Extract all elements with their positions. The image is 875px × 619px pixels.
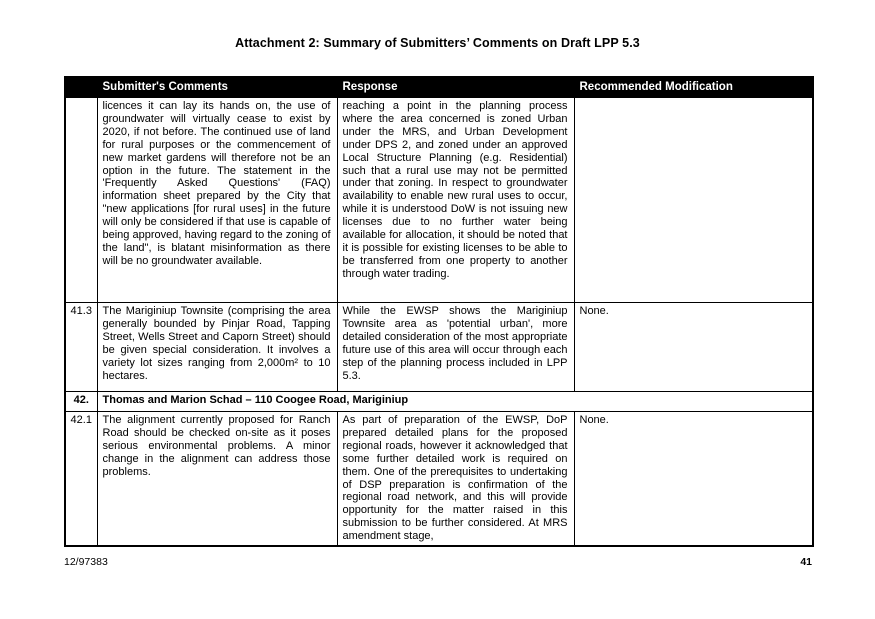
header-response: Response	[337, 77, 574, 98]
header-recommended-modification: Recommended Modification	[574, 77, 813, 98]
table-row	[65, 98, 813, 303]
document-reference: 12/97383	[64, 556, 108, 568]
submission-number-cell: 42.1	[65, 412, 97, 547]
submitter-comment-cell: The Mariginiup Townsite (comprising the area generally bounded by Pinjar Road, Tapping Street, Wells Street and Caporn Street) should be given special consideration. It involves a variety lot sizes ranging from 2,000m² to 10 hectares.	[97, 303, 337, 392]
submission-number-cell: 42.	[65, 392, 97, 412]
response-cell: reaching a point in the planning process where the area concerned is zoned Urban under the MRS, and Urban Development under DPS 2, and zoned under an approved Local Structure Planning (e.g. Residential) such that a rural use may not be permitted under that zoning. In respect to groundwater availability to enable new rural uses to occur, while it is understood DoW is not issuing new licenses due to no further water being available for allocation, it should be noted that it is possible for existing licenses to be able to be transferred from one property to another through water trading.	[337, 98, 574, 303]
modification-cell: None.	[574, 303, 813, 392]
page-title: Attachment 2: Summary of Submitters’ Comments on Draft LPP 5.3	[235, 36, 640, 50]
section-header-row	[65, 392, 813, 412]
response-cell: As part of preparation of the EWSP, DoP prepared detailed plans for the proposed regional roads, however it acknowledged that some further detailed work is required on them. One of the prerequisites to undertaking of DSP preparation is confirmation of the regional road network, and this will provide opportunity for the matter raised in this submission to be further considered. At MRS amendment stage,	[337, 412, 574, 547]
submission-number-cell	[65, 98, 97, 303]
table-row	[65, 303, 813, 392]
submitter-name-cell: Thomas and Marion Schad – 110 Coogee Road, Mariginiup	[97, 392, 813, 412]
header-number-column	[65, 77, 97, 98]
modification-cell: None.	[574, 412, 813, 547]
submitter-comment-cell: licences it can lay its hands on, the use of groundwater will virtually cease to exist by 2020, if not before. The continued use of land for rural purposes or the commencement of new market gardens will therefore not be an option in the future. The statement in the 'Frequently Asked Questions' (FAQ) information sheet prepared by the City that "new applications [for rural uses] in the future will only be considered if that use is capable of being approved, having regard to the zoning of the land", is blatant misinformation as there will be no groundwater available.	[97, 98, 337, 303]
table-header-row	[65, 77, 813, 98]
table-row	[65, 412, 813, 547]
response-cell: While the EWSP shows the Mariginiup Townsite area as 'potential urban', more detailed consideration of the most appropriate future use of this area will occur through each step of the planning process included in LPP 5.3.	[337, 303, 574, 392]
submission-number-cell: 41.3	[65, 303, 97, 392]
submitters-comments-table	[64, 76, 814, 547]
header-submitters-comments: Submitter's Comments	[97, 77, 337, 98]
submitter-comment-cell: The alignment currently proposed for Ranch Road should be checked on-site as it poses serious environmental problems. A minor change in the alignment can address those problems.	[97, 412, 337, 547]
modification-cell	[574, 98, 813, 303]
page-number: 41	[800, 556, 812, 568]
